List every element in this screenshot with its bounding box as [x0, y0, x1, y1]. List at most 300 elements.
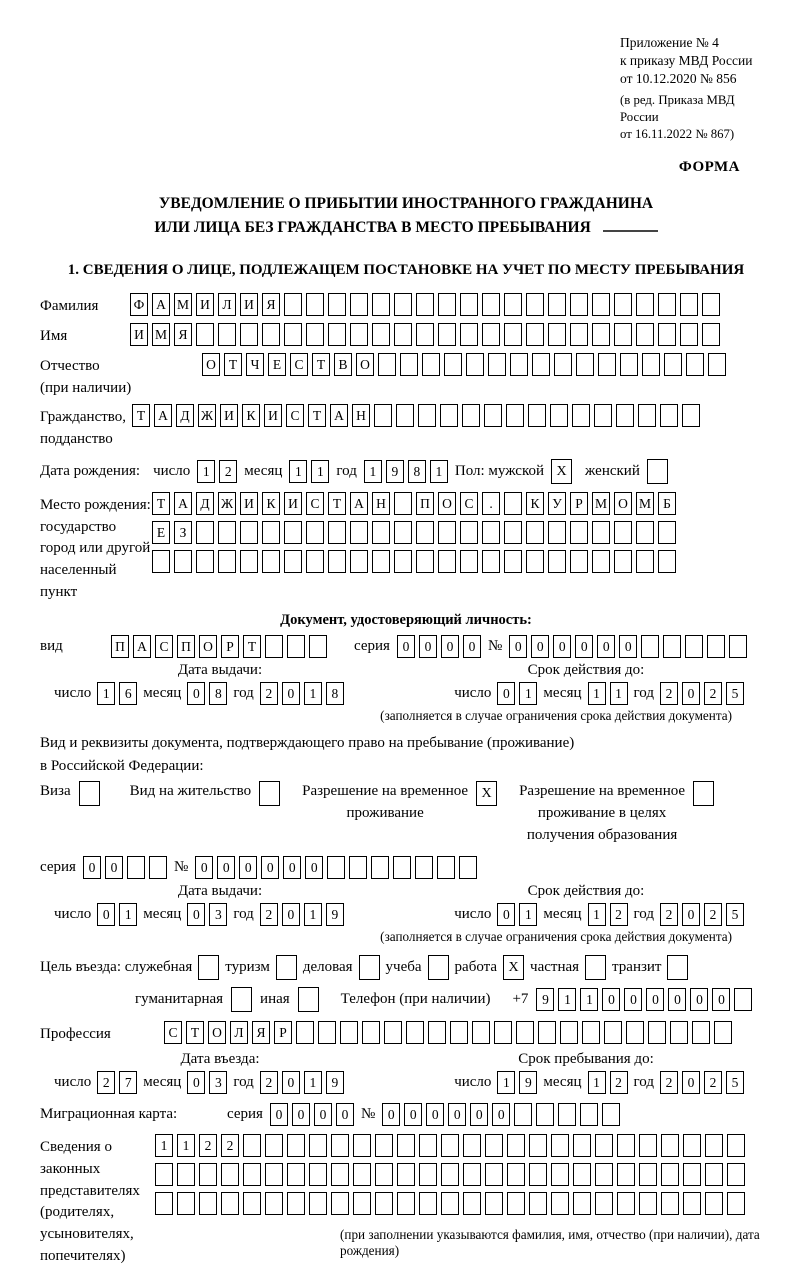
- char-cell[interactable]: [218, 521, 236, 544]
- char-cell[interactable]: О: [614, 492, 632, 515]
- char-cell[interactable]: [558, 1103, 576, 1126]
- char-cell[interactable]: [327, 856, 345, 879]
- char-cell[interactable]: [428, 1021, 446, 1044]
- char-cell[interactable]: [514, 1103, 532, 1126]
- char-cell[interactable]: [727, 1134, 745, 1157]
- char-cell[interactable]: [177, 1163, 195, 1186]
- char-cell[interactable]: [371, 856, 389, 879]
- checkbox-edu-permit[interactable]: [693, 781, 714, 806]
- char-cell[interactable]: 7: [119, 1071, 137, 1094]
- char-cell[interactable]: А: [152, 293, 170, 316]
- char-cell[interactable]: [174, 550, 192, 573]
- char-cell[interactable]: Н: [352, 404, 370, 427]
- char-cell[interactable]: [243, 1163, 261, 1186]
- char-cell[interactable]: [441, 1134, 459, 1157]
- char-cell[interactable]: [378, 353, 396, 376]
- checkbox-male[interactable]: X: [551, 459, 572, 484]
- char-cell[interactable]: [196, 521, 214, 544]
- char-cell[interactable]: [686, 353, 704, 376]
- char-cell[interactable]: З: [174, 521, 192, 544]
- char-cell[interactable]: 1: [197, 460, 215, 483]
- char-cell[interactable]: [636, 521, 654, 544]
- char-cell[interactable]: [642, 353, 660, 376]
- char-cell[interactable]: [626, 1021, 644, 1044]
- char-cell[interactable]: [506, 404, 524, 427]
- char-cell[interactable]: [328, 293, 346, 316]
- char-cell[interactable]: [309, 1134, 327, 1157]
- char-cell[interactable]: 0: [470, 1103, 488, 1126]
- checkbox-female[interactable]: [647, 459, 668, 484]
- char-cell[interactable]: [218, 323, 236, 346]
- char-cell[interactable]: 0: [83, 856, 101, 879]
- char-cell[interactable]: [550, 404, 568, 427]
- char-cell[interactable]: [460, 550, 478, 573]
- char-cell[interactable]: [155, 1192, 173, 1215]
- char-cell[interactable]: С: [460, 492, 478, 515]
- char-cell[interactable]: [616, 404, 634, 427]
- char-cell[interactable]: К: [262, 492, 280, 515]
- checkbox-study[interactable]: [428, 955, 449, 980]
- char-cell[interactable]: 1: [304, 682, 322, 705]
- char-cell[interactable]: [582, 1021, 600, 1044]
- char-cell[interactable]: И: [240, 492, 258, 515]
- char-cell[interactable]: 1: [580, 988, 598, 1011]
- char-cell[interactable]: [396, 404, 414, 427]
- char-cell[interactable]: [638, 404, 656, 427]
- char-cell[interactable]: [529, 1192, 547, 1215]
- char-cell[interactable]: 0: [553, 635, 571, 658]
- char-cell[interactable]: И: [196, 293, 214, 316]
- char-cell[interactable]: [262, 521, 280, 544]
- char-cell[interactable]: 0: [187, 1071, 205, 1094]
- char-cell[interactable]: [196, 323, 214, 346]
- char-cell[interactable]: Т: [243, 635, 261, 658]
- char-cell[interactable]: [309, 1192, 327, 1215]
- char-cell[interactable]: Ч: [246, 353, 264, 376]
- char-cell[interactable]: [504, 521, 522, 544]
- char-cell[interactable]: [504, 550, 522, 573]
- char-cell[interactable]: И: [240, 293, 258, 316]
- char-cell[interactable]: 2: [704, 1071, 722, 1094]
- char-cell[interactable]: 0: [282, 1071, 300, 1094]
- char-cell[interactable]: [393, 856, 411, 879]
- char-cell[interactable]: 1: [497, 1071, 515, 1094]
- char-cell[interactable]: [658, 550, 676, 573]
- char-cell[interactable]: Т: [152, 492, 170, 515]
- char-cell[interactable]: 0: [441, 635, 459, 658]
- char-cell[interactable]: [702, 293, 720, 316]
- char-cell[interactable]: [702, 323, 720, 346]
- char-cell[interactable]: [485, 1134, 503, 1157]
- char-cell[interactable]: [149, 856, 167, 879]
- char-cell[interactable]: [526, 521, 544, 544]
- char-cell[interactable]: [397, 1134, 415, 1157]
- char-cell[interactable]: [243, 1134, 261, 1157]
- char-cell[interactable]: [636, 293, 654, 316]
- char-cell[interactable]: [639, 1192, 657, 1215]
- char-cell[interactable]: [548, 521, 566, 544]
- char-cell[interactable]: И: [264, 404, 282, 427]
- char-cell[interactable]: [573, 1163, 591, 1186]
- char-cell[interactable]: [287, 1192, 305, 1215]
- char-cell[interactable]: [372, 323, 390, 346]
- char-cell[interactable]: Я: [174, 323, 192, 346]
- char-cell[interactable]: [199, 1192, 217, 1215]
- char-cell[interactable]: [670, 1021, 688, 1044]
- char-cell[interactable]: 0: [690, 988, 708, 1011]
- char-cell[interactable]: [617, 1134, 635, 1157]
- char-cell[interactable]: 0: [682, 682, 700, 705]
- char-cell[interactable]: 2: [221, 1134, 239, 1157]
- char-cell[interactable]: А: [133, 635, 151, 658]
- char-cell[interactable]: [573, 1134, 591, 1157]
- char-cell[interactable]: [617, 1192, 635, 1215]
- char-cell[interactable]: [177, 1192, 195, 1215]
- char-cell[interactable]: Д: [196, 492, 214, 515]
- char-cell[interactable]: О: [356, 353, 374, 376]
- checkbox-transit[interactable]: [667, 955, 688, 980]
- char-cell[interactable]: [460, 323, 478, 346]
- char-cell[interactable]: [406, 1021, 424, 1044]
- char-cell[interactable]: [262, 550, 280, 573]
- char-cell[interactable]: [484, 404, 502, 427]
- char-cell[interactable]: М: [152, 323, 170, 346]
- char-cell[interactable]: 2: [97, 1071, 115, 1094]
- char-cell[interactable]: 5: [726, 903, 744, 926]
- char-cell[interactable]: [372, 550, 390, 573]
- char-cell[interactable]: [415, 856, 433, 879]
- char-cell[interactable]: [504, 293, 522, 316]
- char-cell[interactable]: [570, 323, 588, 346]
- char-cell[interactable]: [648, 1021, 666, 1044]
- char-cell[interactable]: [422, 353, 440, 376]
- char-cell[interactable]: [705, 1192, 723, 1215]
- char-cell[interactable]: [727, 1163, 745, 1186]
- checkbox-official[interactable]: [198, 955, 219, 980]
- char-cell[interactable]: К: [526, 492, 544, 515]
- char-cell[interactable]: 0: [292, 1103, 310, 1126]
- char-cell[interactable]: [459, 856, 477, 879]
- checkbox-residence-permit[interactable]: [259, 781, 280, 806]
- char-cell[interactable]: [528, 404, 546, 427]
- char-cell[interactable]: 2: [260, 682, 278, 705]
- char-cell[interactable]: [419, 1134, 437, 1157]
- checkbox-tourism[interactable]: [276, 955, 297, 980]
- char-cell[interactable]: Т: [186, 1021, 204, 1044]
- char-cell[interactable]: [350, 521, 368, 544]
- char-cell[interactable]: [604, 1021, 622, 1044]
- char-cell[interactable]: Е: [268, 353, 286, 376]
- char-cell[interactable]: [614, 550, 632, 573]
- char-cell[interactable]: [221, 1192, 239, 1215]
- char-cell[interactable]: [658, 323, 676, 346]
- char-cell[interactable]: [418, 404, 436, 427]
- char-cell[interactable]: 0: [336, 1103, 354, 1126]
- char-cell[interactable]: 1: [588, 682, 606, 705]
- char-cell[interactable]: 8: [326, 682, 344, 705]
- char-cell[interactable]: 0: [509, 635, 527, 658]
- char-cell[interactable]: [602, 1103, 620, 1126]
- char-cell[interactable]: [372, 293, 390, 316]
- char-cell[interactable]: [595, 1192, 613, 1215]
- char-cell[interactable]: [309, 1163, 327, 1186]
- char-cell[interactable]: 1: [311, 460, 329, 483]
- char-cell[interactable]: [526, 323, 544, 346]
- char-cell[interactable]: 1: [177, 1134, 195, 1157]
- char-cell[interactable]: 0: [619, 635, 637, 658]
- char-cell[interactable]: [221, 1163, 239, 1186]
- char-cell[interactable]: [350, 293, 368, 316]
- char-cell[interactable]: [660, 404, 678, 427]
- char-cell[interactable]: [284, 550, 302, 573]
- char-cell[interactable]: П: [177, 635, 195, 658]
- char-cell[interactable]: 9: [519, 1071, 537, 1094]
- char-cell[interactable]: [463, 1134, 481, 1157]
- char-cell[interactable]: [594, 404, 612, 427]
- char-cell[interactable]: [353, 1163, 371, 1186]
- char-cell[interactable]: Ф: [130, 293, 148, 316]
- char-cell[interactable]: [658, 293, 676, 316]
- char-cell[interactable]: [340, 1021, 358, 1044]
- char-cell[interactable]: [375, 1134, 393, 1157]
- char-cell[interactable]: [416, 323, 434, 346]
- char-cell[interactable]: [482, 550, 500, 573]
- char-cell[interactable]: [375, 1163, 393, 1186]
- char-cell[interactable]: [441, 1192, 459, 1215]
- char-cell[interactable]: [598, 353, 616, 376]
- char-cell[interactable]: 9: [326, 1071, 344, 1094]
- char-cell[interactable]: [504, 492, 522, 515]
- char-cell[interactable]: [639, 1134, 657, 1157]
- char-cell[interactable]: [680, 323, 698, 346]
- char-cell[interactable]: [441, 1163, 459, 1186]
- char-cell[interactable]: [394, 492, 412, 515]
- char-cell[interactable]: [639, 1163, 657, 1186]
- char-cell[interactable]: [734, 988, 752, 1011]
- char-cell[interactable]: 1: [588, 903, 606, 926]
- char-cell[interactable]: [538, 1021, 556, 1044]
- char-cell[interactable]: [155, 1163, 173, 1186]
- char-cell[interactable]: [350, 550, 368, 573]
- char-cell[interactable]: [419, 1192, 437, 1215]
- char-cell[interactable]: [331, 1134, 349, 1157]
- char-cell[interactable]: [494, 1021, 512, 1044]
- char-cell[interactable]: [685, 635, 703, 658]
- char-cell[interactable]: [705, 1134, 723, 1157]
- char-cell[interactable]: [548, 323, 566, 346]
- char-cell[interactable]: [548, 293, 566, 316]
- char-cell[interactable]: [450, 1021, 468, 1044]
- char-cell[interactable]: [507, 1134, 525, 1157]
- char-cell[interactable]: [482, 323, 500, 346]
- char-cell[interactable]: [580, 1103, 598, 1126]
- char-cell[interactable]: 0: [270, 1103, 288, 1126]
- char-cell[interactable]: [416, 521, 434, 544]
- char-cell[interactable]: 6: [119, 682, 137, 705]
- char-cell[interactable]: [516, 1021, 534, 1044]
- char-cell[interactable]: .: [482, 492, 500, 515]
- char-cell[interactable]: 1: [519, 903, 537, 926]
- char-cell[interactable]: 0: [105, 856, 123, 879]
- char-cell[interactable]: [287, 1163, 305, 1186]
- char-cell[interactable]: 5: [726, 1071, 744, 1094]
- char-cell[interactable]: 1: [289, 460, 307, 483]
- char-cell[interactable]: [554, 353, 572, 376]
- char-cell[interactable]: 0: [497, 903, 515, 926]
- char-cell[interactable]: Б: [658, 492, 676, 515]
- char-cell[interactable]: [683, 1163, 701, 1186]
- char-cell[interactable]: 0: [397, 635, 415, 658]
- char-cell[interactable]: [306, 521, 324, 544]
- char-cell[interactable]: [416, 550, 434, 573]
- char-cell[interactable]: С: [290, 353, 308, 376]
- char-cell[interactable]: 0: [668, 988, 686, 1011]
- char-cell[interactable]: [309, 635, 327, 658]
- char-cell[interactable]: [394, 323, 412, 346]
- char-cell[interactable]: О: [199, 635, 217, 658]
- char-cell[interactable]: 8: [209, 682, 227, 705]
- char-cell[interactable]: [708, 353, 726, 376]
- char-cell[interactable]: 0: [575, 635, 593, 658]
- char-cell[interactable]: [375, 1192, 393, 1215]
- char-cell[interactable]: 2: [704, 903, 722, 926]
- char-cell[interactable]: 0: [624, 988, 642, 1011]
- char-cell[interactable]: [306, 323, 324, 346]
- char-cell[interactable]: [349, 856, 367, 879]
- char-cell[interactable]: [504, 323, 522, 346]
- char-cell[interactable]: [438, 323, 456, 346]
- char-cell[interactable]: [400, 353, 418, 376]
- char-cell[interactable]: [287, 635, 305, 658]
- char-cell[interactable]: [507, 1163, 525, 1186]
- char-cell[interactable]: 0: [602, 988, 620, 1011]
- char-cell[interactable]: 0: [426, 1103, 444, 1126]
- char-cell[interactable]: 0: [419, 635, 437, 658]
- char-cell[interactable]: [196, 550, 214, 573]
- checkbox-other[interactable]: [298, 987, 319, 1012]
- char-cell[interactable]: [240, 521, 258, 544]
- char-cell[interactable]: 2: [219, 460, 237, 483]
- checkbox-temp-permit[interactable]: X: [476, 781, 497, 806]
- char-cell[interactable]: П: [111, 635, 129, 658]
- char-cell[interactable]: [595, 1134, 613, 1157]
- char-cell[interactable]: [570, 521, 588, 544]
- char-cell[interactable]: [636, 323, 654, 346]
- char-cell[interactable]: [485, 1192, 503, 1215]
- char-cell[interactable]: [551, 1163, 569, 1186]
- char-cell[interactable]: [614, 521, 632, 544]
- char-cell[interactable]: 1: [97, 682, 115, 705]
- char-cell[interactable]: 0: [283, 856, 301, 879]
- char-cell[interactable]: [440, 404, 458, 427]
- char-cell[interactable]: [529, 1134, 547, 1157]
- checkbox-business[interactable]: [359, 955, 380, 980]
- char-cell[interactable]: Е: [152, 521, 170, 544]
- char-cell[interactable]: 0: [712, 988, 730, 1011]
- char-cell[interactable]: [243, 1192, 261, 1215]
- char-cell[interactable]: [394, 550, 412, 573]
- char-cell[interactable]: 1: [610, 682, 628, 705]
- char-cell[interactable]: [306, 293, 324, 316]
- char-cell[interactable]: [438, 293, 456, 316]
- checkbox-private[interactable]: [585, 955, 606, 980]
- char-cell[interactable]: С: [306, 492, 324, 515]
- char-cell[interactable]: П: [416, 492, 434, 515]
- char-cell[interactable]: 0: [239, 856, 257, 879]
- char-cell[interactable]: 5: [726, 682, 744, 705]
- char-cell[interactable]: [572, 404, 590, 427]
- char-cell[interactable]: 2: [199, 1134, 217, 1157]
- char-cell[interactable]: [438, 550, 456, 573]
- char-cell[interactable]: [620, 353, 638, 376]
- char-cell[interactable]: [560, 1021, 578, 1044]
- char-cell[interactable]: 1: [364, 460, 382, 483]
- char-cell[interactable]: А: [174, 492, 192, 515]
- char-cell[interactable]: [265, 1163, 283, 1186]
- char-cell[interactable]: 0: [682, 1071, 700, 1094]
- char-cell[interactable]: 0: [597, 635, 615, 658]
- char-cell[interactable]: 0: [282, 682, 300, 705]
- char-cell[interactable]: 0: [404, 1103, 422, 1126]
- char-cell[interactable]: 8: [408, 460, 426, 483]
- char-cell[interactable]: [460, 293, 478, 316]
- char-cell[interactable]: [296, 1021, 314, 1044]
- char-cell[interactable]: [397, 1192, 415, 1215]
- char-cell[interactable]: 0: [382, 1103, 400, 1126]
- char-cell[interactable]: [661, 1163, 679, 1186]
- char-cell[interactable]: 1: [588, 1071, 606, 1094]
- char-cell[interactable]: М: [592, 492, 610, 515]
- char-cell[interactable]: 1: [304, 1071, 322, 1094]
- char-cell[interactable]: [692, 1021, 710, 1044]
- char-cell[interactable]: [682, 404, 700, 427]
- char-cell[interactable]: [444, 353, 462, 376]
- char-cell[interactable]: О: [202, 353, 220, 376]
- char-cell[interactable]: [636, 550, 654, 573]
- char-cell[interactable]: [463, 1163, 481, 1186]
- char-cell[interactable]: [394, 293, 412, 316]
- char-cell[interactable]: [482, 521, 500, 544]
- char-cell[interactable]: [152, 550, 170, 573]
- char-cell[interactable]: 0: [217, 856, 235, 879]
- char-cell[interactable]: 0: [282, 903, 300, 926]
- char-cell[interactable]: [658, 521, 676, 544]
- char-cell[interactable]: [353, 1192, 371, 1215]
- char-cell[interactable]: Т: [132, 404, 150, 427]
- char-cell[interactable]: Р: [221, 635, 239, 658]
- char-cell[interactable]: 0: [492, 1103, 510, 1126]
- char-cell[interactable]: Ж: [198, 404, 216, 427]
- char-cell[interactable]: [727, 1192, 745, 1215]
- char-cell[interactable]: И: [130, 323, 148, 346]
- char-cell[interactable]: [240, 323, 258, 346]
- char-cell[interactable]: [328, 521, 346, 544]
- char-cell[interactable]: [397, 1163, 415, 1186]
- char-cell[interactable]: [437, 856, 455, 879]
- char-cell[interactable]: А: [350, 492, 368, 515]
- char-cell[interactable]: [729, 635, 747, 658]
- char-cell[interactable]: 9: [386, 460, 404, 483]
- char-cell[interactable]: 2: [660, 682, 678, 705]
- char-cell[interactable]: [419, 1163, 437, 1186]
- char-cell[interactable]: У: [548, 492, 566, 515]
- char-cell[interactable]: [570, 550, 588, 573]
- char-cell[interactable]: Т: [308, 404, 326, 427]
- char-cell[interactable]: [306, 550, 324, 573]
- char-cell[interactable]: [262, 323, 280, 346]
- char-cell[interactable]: [284, 323, 302, 346]
- char-cell[interactable]: 0: [187, 682, 205, 705]
